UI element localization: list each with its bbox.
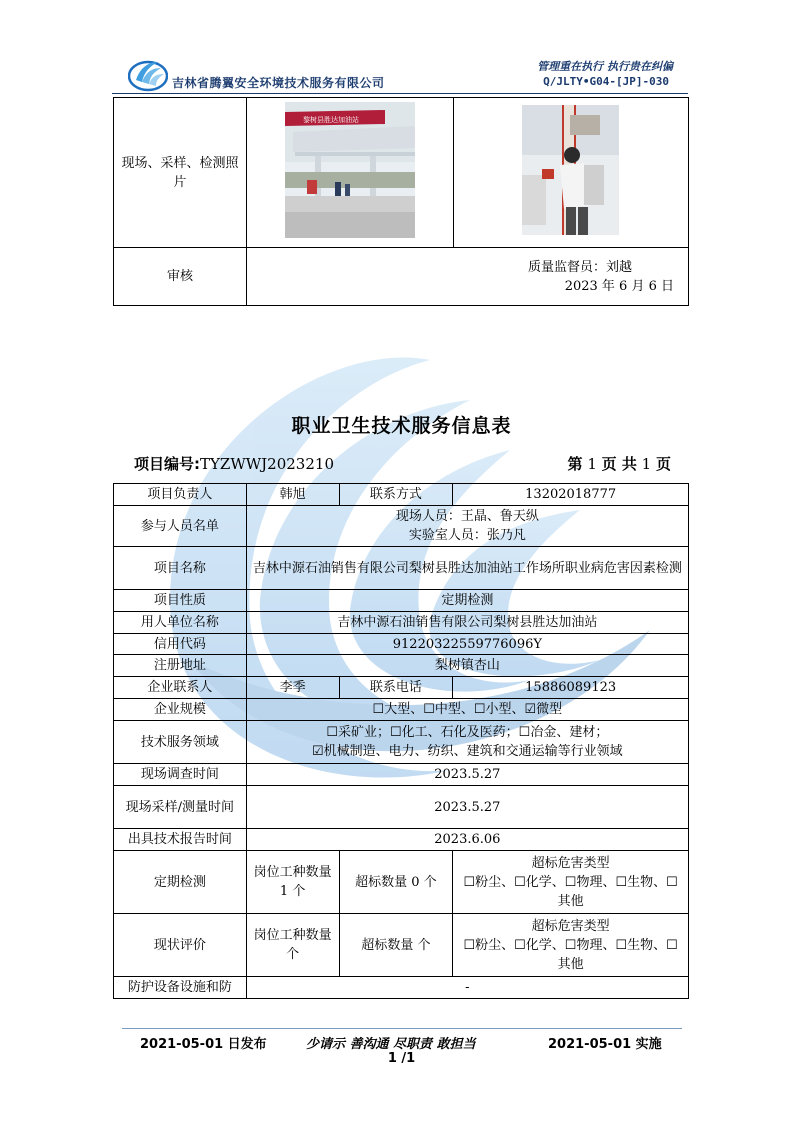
leader-label: 项目负责人 (114, 484, 247, 506)
status-exceed: 超标数量 个 (339, 914, 453, 977)
gas-station-photo (285, 102, 415, 238)
field-staff: 现场人员：王晶、鲁天纵 (395, 509, 539, 524)
report-time-value: 2023.6.06 (246, 829, 688, 851)
photo-label-cell: 现场、采样、检测照片 (114, 98, 247, 248)
review-content-cell (246, 248, 688, 306)
implement-date: 2021-05-01 实施 (548, 1037, 662, 1052)
service-info-table (113, 483, 689, 999)
participants-label: 参与人员名单 (114, 506, 247, 547)
header-slogan: 管理重在执行 执行贵在纠偏 (537, 60, 673, 73)
review-label-cell: 审核 (114, 248, 247, 306)
service-field-label: 技术服务领域 (114, 721, 247, 764)
footer-motto: 少请示 善沟通 尽职责 敢担当 (306, 1037, 476, 1052)
status-hazard-types: ☐粉尘、☐化学、☐物理、☐生物、☐其他 (463, 937, 678, 972)
enterprise-contact-label: 企业联系人 (114, 677, 247, 699)
lab-staff: 实验室人员：张乃凡 (408, 528, 526, 543)
periodic-exceed: 超标数量 0 个 (339, 851, 453, 914)
phone-value: 15886089123 (453, 677, 689, 699)
sampling-time-value: 2023.5.27 (246, 786, 688, 829)
page-counter: 第 1 页 共 1 页 (567, 455, 671, 473)
photo-cell-2 (453, 98, 688, 248)
status-hazards (453, 914, 689, 977)
footer-divider (122, 1028, 682, 1029)
periodic-label: 定期检测 (114, 851, 247, 914)
address-value: 梨树镇杏山 (246, 655, 688, 677)
header-divider (112, 93, 688, 94)
periodic-hazard-title: 超标危害类型 (531, 855, 610, 871)
contact-value: 13202018777 (453, 484, 689, 506)
protection-value: - (246, 977, 688, 999)
project-nature-value: 定期检测 (246, 590, 688, 612)
employer-label: 用人单位名称 (114, 612, 247, 634)
contact-label: 联系方式 (339, 484, 453, 506)
report-time-label: 出具技术报告时间 (114, 829, 247, 851)
status-posts: 岗位工种数量 个 (246, 914, 339, 977)
status-hazard-title: 超标危害类型 (531, 918, 610, 934)
participants-value (246, 506, 688, 547)
photo-cell-1 (246, 98, 453, 248)
leader-value: 韩旭 (246, 484, 339, 506)
station-sign-text: 黎树县胜达加油站 (302, 115, 359, 124)
project-number-label: 项目编号: (134, 455, 200, 473)
company-name: 吉林省腾翼安全环境技术服务有限公司 (172, 76, 385, 90)
status-label: 现状评价 (114, 914, 247, 977)
protection-label: 防护设备设施和防 (114, 977, 247, 999)
quality-supervisor: 质量监督员：刘越 (527, 259, 632, 275)
periodic-hazard-types: ☐粉尘、☐化学、☐物理、☐生物、☐其他 (463, 874, 678, 909)
employer-value: 吉林中源石油销售有限公司梨树县胜达加油站 (246, 612, 688, 634)
sampling-photo (522, 105, 619, 235)
periodic-posts: 岗位工种数量 1 个 (246, 851, 339, 914)
credit-code-label: 信用代码 (114, 634, 247, 655)
project-name-label: 项目名称 (114, 547, 247, 590)
footer-page-number: 1 /1 (387, 1051, 416, 1066)
project-number (134, 453, 334, 474)
form-title: 职业卫生技术服务信息表 (291, 415, 512, 437)
address-label: 注册地址 (114, 655, 247, 677)
service-field-line1: ☐采矿业；☐化工、石化及医药；☐冶金、建材； (326, 725, 609, 740)
project-number-value: TYZWWJ2023210 (200, 455, 334, 473)
project-nature-label: 项目性质 (114, 590, 247, 612)
phone-label: 联系电话 (339, 677, 453, 699)
review-date: 2023 年 6 月 6 日 (564, 278, 674, 294)
credit-code-value: 91220322559776096Y (246, 634, 688, 655)
publish-date: 2021-05-01 日发布 (140, 1037, 267, 1052)
company-logo-icon (128, 56, 168, 92)
photo-review-table (113, 97, 689, 306)
enterprise-contact-value: 李季 (246, 677, 339, 699)
service-field-line2: ☑机械制造、电力、纺织、建筑和交通运输等行业领域 (312, 744, 623, 759)
survey-time-label: 现场调查时间 (114, 764, 247, 786)
scale-label: 企业规模 (114, 699, 247, 721)
survey-time-value: 2023.5.27 (246, 764, 688, 786)
periodic-hazards (453, 851, 689, 914)
scale-value: ☐大型、☐中型、☐小型、☑微型 (246, 699, 688, 721)
service-field-value (246, 721, 688, 764)
project-name-value: 吉林中源石油销售有限公司梨树县胜达加油站工作场所职业病危害因素检测 (246, 547, 688, 590)
sampling-time-label: 现场采样/测量时间 (114, 786, 247, 829)
document-code: Q/JLTY•G04-[JP]-030 (543, 75, 669, 88)
